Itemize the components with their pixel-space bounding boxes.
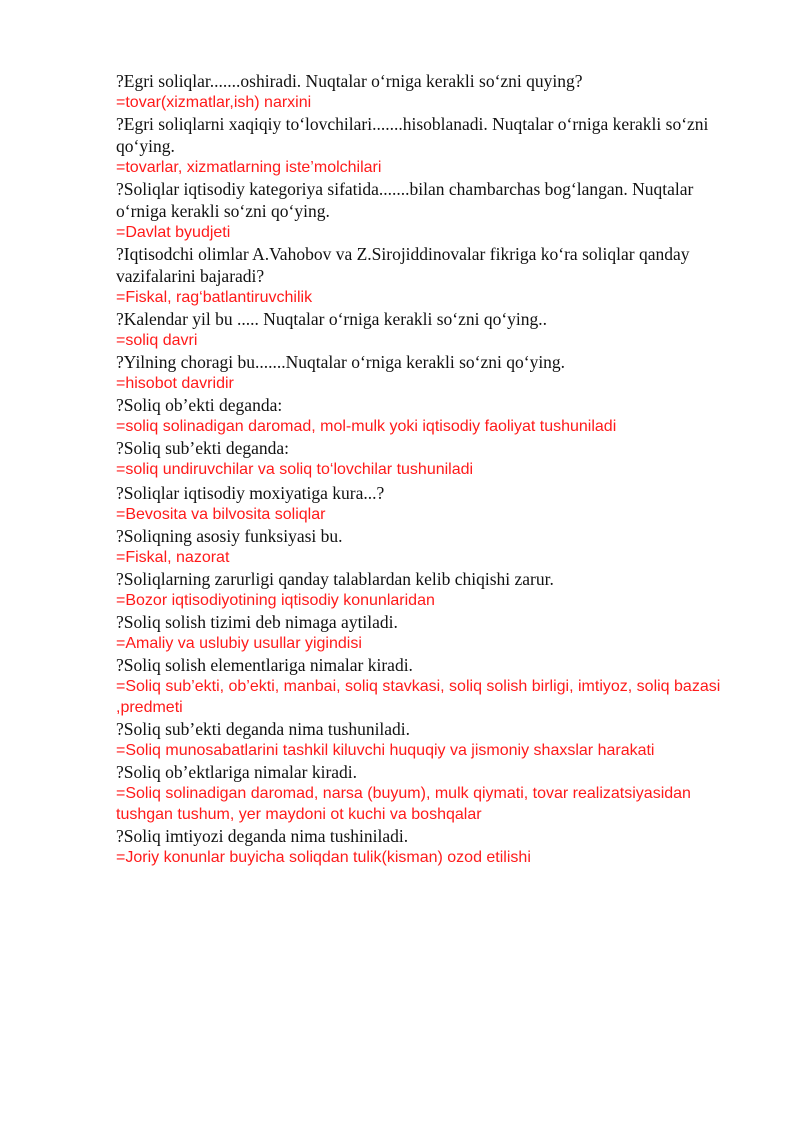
answer-text: =tovarlar, xizmatlarning iste’molchilari xyxy=(116,159,382,176)
question-text: ?Egri soliqlarni xaqiqiy to‘lovchilari.......hisoblanadi. Nuqtalar o‘rniga kerakli so‘zni qo‘ying. xyxy=(116,114,709,156)
question-text: ?Soliq imtiyozi deganda nima tushiniladi. xyxy=(116,826,409,846)
answer-text: =Fiskal, nazorat xyxy=(116,549,230,566)
question-text: ?Soliqlar iqtisodiy kategoriya sifatida.......bilan chambarchas bog‘langan. Nuqtalar o‘rniga kerakli so‘zni qo‘ying. xyxy=(116,179,694,221)
question-text: ?Soliq solish tizimi deb nimaga aytiladi. xyxy=(116,612,398,632)
question-text: ?Iqtisodchi olimlar A.Vahobov va Z.Sirojiddinovalar fikriga ko‘ra soliqlar qanday vazifalarini bajaradi? xyxy=(116,244,690,286)
answer-text: =Bozor iqtisodiyotining iqtisodiy konunlaridan xyxy=(116,592,435,609)
answer-text: =Bevosita va bilvosita soliqlar xyxy=(116,506,326,523)
answer-text: =Amaliy va uslubiy usullar yigindisi xyxy=(116,635,362,652)
question-text: ?Soliqning asosiy funksiyasi bu. xyxy=(116,526,343,546)
answer-text: =Davlat byudjeti xyxy=(116,224,231,241)
answer-text: =Soliq sub’ekti, ob’ekti, manbai, soliq stavkasi, soliq solish birligi, imtiyoz, soliq bazasi ,predmeti xyxy=(116,678,721,716)
answer-text: =soliq davri xyxy=(116,332,198,349)
question-text: ?Soliq ob’ekti deganda: xyxy=(116,395,283,415)
question-text: ?Yilning choragi bu.......Nuqtalar o‘rniga kerakli so‘zni qo‘ying. xyxy=(116,352,566,372)
answer-text: =Joriy konunlar buyicha soliqdan tulik(kisman) ozod etilishi xyxy=(116,849,531,866)
answer-text: =tovar(xizmatlar,ish) narxini xyxy=(116,94,312,111)
answer-text: =hisobot davridir xyxy=(116,375,234,392)
question-text: ?Soliqlar iqtisodiy moxiyatiga kura...? xyxy=(116,483,385,503)
question-text: ?Soliq sub’ekti deganda: xyxy=(116,438,290,458)
question-text: ?Soliq ob’ektlariga nimalar kiradi. xyxy=(116,762,358,782)
question-list xyxy=(116,70,746,868)
answer-text: =soliq solinadigan daromad, mol-mulk yoki iqtisodiy faoliyat tushuniladi xyxy=(116,418,617,435)
answer-text: =soliq undiruvchilar va soliq to‘lovchilar tushuniladi xyxy=(116,461,474,478)
question-text: ?Soliq sub’ekti deganda nima tushuniladi. xyxy=(116,719,411,739)
question-text: ?Soliq solish elementlariga nimalar kiradi. xyxy=(116,655,413,675)
answer-text: =Fiskal, rag‘batlantiruvchilik xyxy=(116,289,313,306)
answer-text: =Soliq munosabatlarini tashkil kiluvchi huquqiy va jismoniy shaxslar harakati xyxy=(116,742,655,759)
question-text: ?Kalendar yil bu ..... Nuqtalar o‘rniga kerakli so‘zni qo‘ying.. xyxy=(116,309,548,329)
question-text: ?Soliqlarning zarurligi qanday talablardan kelib chiqishi zarur. xyxy=(116,569,554,589)
answer-text: =Soliq solinadigan daromad, narsa (buyum), mulk qiymati, tovar realizatsiyasidan tushgan tushum, yer maydoni ot kuchi va boshqalar xyxy=(116,785,691,823)
question-text: ?Egri soliqlar.......oshiradi. Nuqtalar o‘rniga kerakli so‘zni quying? xyxy=(116,71,583,91)
